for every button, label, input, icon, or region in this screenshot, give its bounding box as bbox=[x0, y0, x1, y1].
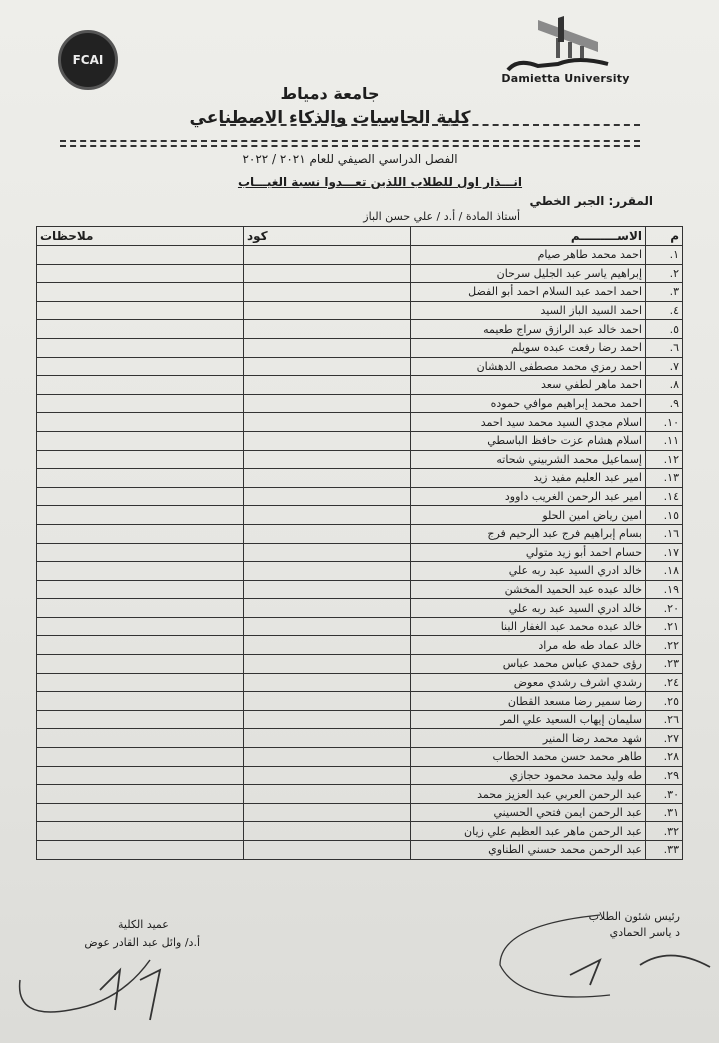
dean-name: أ.د/ وائل عبد القادر عوض bbox=[84, 936, 200, 949]
student-notes bbox=[37, 394, 244, 413]
table-row bbox=[37, 524, 683, 543]
student-code bbox=[244, 617, 411, 636]
row-number: ٢٣. bbox=[646, 655, 683, 674]
student-code bbox=[244, 599, 411, 618]
row-number: ١٣. bbox=[646, 469, 683, 488]
header-name: الاســـــــــم bbox=[411, 227, 646, 246]
student-code bbox=[244, 264, 411, 283]
student-name: خالد عماد طه طه مراد bbox=[411, 636, 646, 655]
row-number: ٢١. bbox=[646, 617, 683, 636]
divider-line bbox=[60, 140, 640, 143]
student-code bbox=[244, 748, 411, 767]
student-code bbox=[244, 543, 411, 562]
student-name: احمد ماهر لطفي سعد bbox=[411, 376, 646, 395]
row-number: ١٢. bbox=[646, 450, 683, 469]
table-row bbox=[37, 469, 683, 488]
student-code bbox=[244, 320, 411, 339]
student-notes bbox=[37, 357, 244, 376]
student-code bbox=[244, 692, 411, 711]
student-notes bbox=[37, 413, 244, 432]
warning-title: انـــذار اول للطلاب اللذين تعـــدوا نسبة الغيـــاب bbox=[237, 175, 523, 189]
table-row bbox=[37, 617, 683, 636]
row-number: ٢٦. bbox=[646, 710, 683, 729]
student-name: احمد رضا رفعت عبده سويلم bbox=[411, 338, 646, 357]
student-name: عبد الرحمن ايمن فتحي الحسيني bbox=[411, 803, 646, 822]
student-code bbox=[244, 283, 411, 302]
row-number: ١. bbox=[646, 246, 683, 265]
fcai-logo bbox=[58, 30, 118, 90]
student-name: احمد احمد عبد السلام احمد أبو الفضل bbox=[411, 283, 646, 302]
student-notes bbox=[37, 599, 244, 618]
university-name: جامعة دمياط bbox=[280, 84, 380, 103]
student-name: احمد محمد إبراهيم موافي حموده bbox=[411, 394, 646, 413]
student-name: احمد محمد طاهر صيام bbox=[411, 246, 646, 265]
table-row bbox=[37, 450, 683, 469]
student-name: طاهر محمد حسن محمد الحطاب bbox=[411, 748, 646, 767]
student-code bbox=[244, 487, 411, 506]
student-name: امير عبد الرحمن الغريب داوود bbox=[411, 487, 646, 506]
student-notes bbox=[37, 283, 244, 302]
row-number: ٢٨. bbox=[646, 748, 683, 767]
row-number: ١٥. bbox=[646, 506, 683, 525]
student-code bbox=[244, 450, 411, 469]
student-code bbox=[244, 822, 411, 841]
row-number: ٣٠. bbox=[646, 785, 683, 804]
row-number: ١٤. bbox=[646, 487, 683, 506]
student-notes bbox=[37, 506, 244, 525]
row-number: ٩. bbox=[646, 394, 683, 413]
table-row bbox=[37, 283, 683, 302]
student-notes bbox=[37, 431, 244, 450]
semester-line: الفصل الدراسي الصيفي للعام ٢٠٢١ / ٢٠٢٢ bbox=[242, 152, 458, 166]
student-name: امين رياض امين الحلو bbox=[411, 506, 646, 525]
row-number: ٢٧. bbox=[646, 729, 683, 748]
student-name: عبد الرحمن العربي عبد العزيز محمد bbox=[411, 785, 646, 804]
table-row bbox=[37, 543, 683, 562]
table-row bbox=[37, 785, 683, 804]
student-code bbox=[244, 841, 411, 860]
table-row bbox=[37, 431, 683, 450]
student-code bbox=[244, 655, 411, 674]
row-number: ١٠. bbox=[646, 413, 683, 432]
table-row bbox=[37, 729, 683, 748]
student-name: إبراهيم ياسر عبد الجليل سرحان bbox=[411, 264, 646, 283]
student-name: رشدي اشرف رشدي معوض bbox=[411, 673, 646, 692]
student-code bbox=[244, 338, 411, 357]
student-notes bbox=[37, 729, 244, 748]
student-notes bbox=[37, 450, 244, 469]
student-name: اسلام هشام عزت حافظ الباسطي bbox=[411, 431, 646, 450]
student-notes bbox=[37, 246, 244, 265]
student-name: خالد عبده عبد الحميد المخشن bbox=[411, 580, 646, 599]
row-number: ٣١. bbox=[646, 803, 683, 822]
table-row bbox=[37, 506, 683, 525]
student-notes bbox=[37, 710, 244, 729]
student-notes bbox=[37, 692, 244, 711]
student-code bbox=[244, 562, 411, 581]
header-code: كود bbox=[244, 227, 411, 246]
student-code bbox=[244, 301, 411, 320]
student-name: إسماعيل محمد الشربيني شحاته bbox=[411, 450, 646, 469]
row-number: ٣٣. bbox=[646, 841, 683, 860]
student-notes bbox=[37, 766, 244, 785]
student-notes bbox=[37, 543, 244, 562]
student-name: احمد السيد الباز السيد bbox=[411, 301, 646, 320]
table-row bbox=[37, 301, 683, 320]
row-number: ١١. bbox=[646, 431, 683, 450]
student-name: رؤى حمدي عباس محمد عباس bbox=[411, 655, 646, 674]
student-name: سليمان إيهاب السعيد علي المر bbox=[411, 710, 646, 729]
row-number: ٢٢. bbox=[646, 636, 683, 655]
course-name: المقرر: الجبر الخطي bbox=[529, 194, 653, 208]
table-body bbox=[37, 246, 683, 860]
student-name: رضا سمير رضا مسعد القطان bbox=[411, 692, 646, 711]
student-code bbox=[244, 469, 411, 488]
student-notes bbox=[37, 748, 244, 767]
student-code bbox=[244, 673, 411, 692]
row-number: ٢٤. bbox=[646, 673, 683, 692]
student-notes bbox=[37, 841, 244, 860]
student-name: امير عبد العليم مفيد زيد bbox=[411, 469, 646, 488]
row-number: ١٨. bbox=[646, 562, 683, 581]
row-number: ٢٥. bbox=[646, 692, 683, 711]
student-name: احمد رمزي محمد مصطفى الدهشان bbox=[411, 357, 646, 376]
student-code bbox=[244, 785, 411, 804]
professor-name: أستاذ المادة / أ.د / علي حسن الباز bbox=[363, 210, 520, 223]
student-name: بسام إبراهيم فرج عبد الرحيم فرج bbox=[411, 524, 646, 543]
table-row bbox=[37, 246, 683, 265]
table-row bbox=[37, 599, 683, 618]
row-number: ٥. bbox=[646, 320, 683, 339]
attendance-table bbox=[36, 226, 683, 860]
student-code bbox=[244, 413, 411, 432]
student-code bbox=[244, 710, 411, 729]
student-code bbox=[244, 580, 411, 599]
student-code bbox=[244, 729, 411, 748]
student-code bbox=[244, 246, 411, 265]
student-name: حسام احمد أبو زيد متولي bbox=[411, 543, 646, 562]
student-notes bbox=[37, 673, 244, 692]
row-number: ٢٠. bbox=[646, 599, 683, 618]
student-code bbox=[244, 431, 411, 450]
dean-signature bbox=[10, 940, 210, 1030]
student-notes bbox=[37, 301, 244, 320]
student-notes bbox=[37, 655, 244, 674]
divider-line bbox=[220, 124, 640, 127]
row-number: ٣٢. bbox=[646, 822, 683, 841]
table-row bbox=[37, 803, 683, 822]
student-notes bbox=[37, 785, 244, 804]
student-notes bbox=[37, 338, 244, 357]
table-row bbox=[37, 841, 683, 860]
student-notes bbox=[37, 562, 244, 581]
student-notes bbox=[37, 803, 244, 822]
student-code bbox=[244, 636, 411, 655]
table-row bbox=[37, 376, 683, 395]
student-code bbox=[244, 803, 411, 822]
student-affairs-title: رئيس شئون الطلاب bbox=[588, 910, 680, 923]
student-notes bbox=[37, 822, 244, 841]
student-notes bbox=[37, 320, 244, 339]
student-name: احمد خالد عبد الرازق سراج طعيمه bbox=[411, 320, 646, 339]
divider-line bbox=[60, 145, 640, 148]
row-number: ١٧. bbox=[646, 543, 683, 562]
student-name: عبد الرحمن محمد حسني الطناوي bbox=[411, 841, 646, 860]
table-row bbox=[37, 822, 683, 841]
row-number: ٢. bbox=[646, 264, 683, 283]
student-name: شهد محمد رضا المنير bbox=[411, 729, 646, 748]
table-row bbox=[37, 636, 683, 655]
student-affairs-name: د ياسر الحمادي bbox=[609, 926, 680, 939]
student-code bbox=[244, 376, 411, 395]
table-row bbox=[37, 766, 683, 785]
student-code bbox=[244, 766, 411, 785]
table-row bbox=[37, 338, 683, 357]
row-number: ٨. bbox=[646, 376, 683, 395]
row-number: ١٩. bbox=[646, 580, 683, 599]
table-row bbox=[37, 487, 683, 506]
student-notes bbox=[37, 264, 244, 283]
student-notes bbox=[37, 580, 244, 599]
table-row bbox=[37, 264, 683, 283]
table-row bbox=[37, 710, 683, 729]
header-num: م bbox=[646, 227, 683, 246]
table-row bbox=[37, 673, 683, 692]
student-notes bbox=[37, 636, 244, 655]
student-notes bbox=[37, 376, 244, 395]
student-notes bbox=[37, 487, 244, 506]
student-name: خالد عبده محمد عبد الغفار البنا bbox=[411, 617, 646, 636]
student-notes bbox=[37, 617, 244, 636]
table-row bbox=[37, 413, 683, 432]
row-number: ٣. bbox=[646, 283, 683, 302]
student-code bbox=[244, 394, 411, 413]
table-row bbox=[37, 562, 683, 581]
row-number: ٢٩. bbox=[646, 766, 683, 785]
table-row bbox=[37, 320, 683, 339]
table-row bbox=[37, 357, 683, 376]
row-number: ٦. bbox=[646, 338, 683, 357]
fcai-logo-text: FCAI bbox=[72, 53, 104, 67]
student-name: اسلام مجدي السيد محمد سيد احمد bbox=[411, 413, 646, 432]
student-code bbox=[244, 357, 411, 376]
student-name: خالد ادري السيد عبد ربه علي bbox=[411, 562, 646, 581]
row-number: ٧. bbox=[646, 357, 683, 376]
student-affairs-signature bbox=[480, 905, 715, 1010]
table-row bbox=[37, 580, 683, 599]
table-row bbox=[37, 394, 683, 413]
student-notes bbox=[37, 524, 244, 543]
student-name: عبد الرحمن ماهر عبد العظيم علي زيان bbox=[411, 822, 646, 841]
table-row bbox=[37, 655, 683, 674]
row-number: ١٦. bbox=[646, 524, 683, 543]
row-number: ٤. bbox=[646, 301, 683, 320]
table-row bbox=[37, 692, 683, 711]
faculty-name: كلية الحاسبات والذكاء الاصطناعي bbox=[189, 108, 471, 128]
header-notes: ملاحظات bbox=[37, 227, 244, 246]
student-code bbox=[244, 506, 411, 525]
table-header-row bbox=[37, 227, 683, 246]
university-name-english: Damietta University bbox=[501, 72, 630, 85]
student-notes bbox=[37, 469, 244, 488]
student-name: خالد ادري السيد عبد ربه علي bbox=[411, 599, 646, 618]
table-row bbox=[37, 748, 683, 767]
student-name: طه وليد محمد محمود حجازي bbox=[411, 766, 646, 785]
dean-title: عميد الكلية bbox=[118, 918, 169, 931]
student-code bbox=[244, 524, 411, 543]
